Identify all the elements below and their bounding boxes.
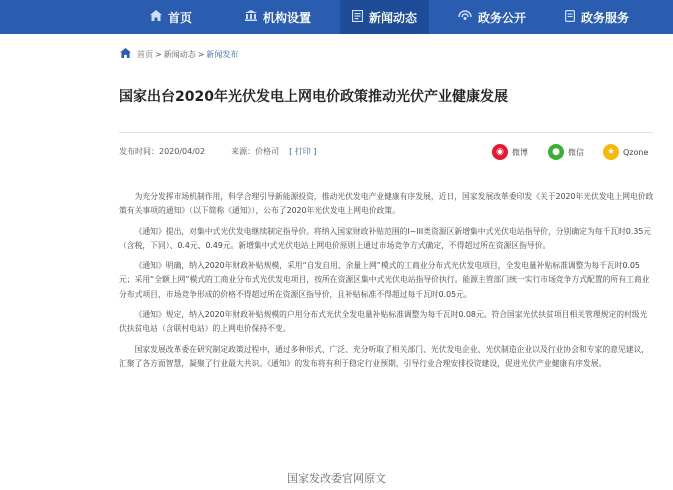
home-icon bbox=[150, 10, 162, 24]
nav-home-label: 首页 bbox=[168, 10, 193, 25]
article-paragraph: 《通知》提出，对集中式光伏发电继续制定指导价。将纳入国家财政补贴范围的I~III类资源区新增集中式光伏电站指导价，分别确定为每千瓦时0.35元（含税，下同）、0.4元、0.49元。新增集中式光伏电站上网电价原则上通过市场竞争方式确定，不得超过所在资源区指导价。 bbox=[119, 226, 652, 250]
share-qzone[interactable] bbox=[603, 144, 648, 160]
breadcrumb-home[interactable]: 首页 bbox=[137, 49, 153, 59]
article-paragraph: 国家发展改革委在研究制定政策过程中，通过多种形式、广泛、充分听取了相关部门、光伏发电企业、光伏制造企业以及行业协会和专家的意见建议，汇聚了各方面智慧，凝聚了行业最大共识。《通知》的发布将有利于稳定行业预期，引导行业合理安排投资建设，促进光伏产业健康有序发展。 bbox=[119, 344, 650, 368]
weibo-icon: ◉ bbox=[492, 144, 508, 160]
breadcrumb-separator: > bbox=[155, 49, 162, 59]
home-icon[interactable] bbox=[120, 48, 131, 60]
breadcrumb-news[interactable]: 新闻动态 bbox=[163, 49, 196, 59]
nav-services[interactable] bbox=[565, 0, 629, 34]
publish-time: 2020/04/02 bbox=[159, 147, 206, 156]
print-button[interactable]: [ 打印 ] bbox=[289, 147, 317, 156]
nav-organization[interactable] bbox=[245, 0, 311, 34]
nav-organization-label: 机构设置 bbox=[263, 10, 312, 25]
publish-time-label: 发布时间： bbox=[119, 147, 159, 156]
nav-public-affairs-label: 政务公开 bbox=[478, 10, 527, 25]
breadcrumb-current: 新闻发布 bbox=[206, 49, 239, 59]
title-divider bbox=[119, 132, 653, 133]
share-weibo-label: 微博 bbox=[512, 147, 528, 157]
nav-services-label: 政务服务 bbox=[581, 10, 630, 25]
document-icon bbox=[565, 10, 575, 25]
article-paragraph: 为充分发挥市场机制作用，科学合理引导新能源投资，推动光伏发电产业健康有序发展，近日，国家发展改革委印发《关于2020年光伏发电上网电价政策有关事项的通知》（以下简称《通知》），公布了2020年光伏发电上网电价政策。 bbox=[119, 192, 654, 216]
news-icon bbox=[352, 10, 363, 25]
broadcast-icon bbox=[458, 10, 472, 24]
nav-news[interactable] bbox=[340, 0, 429, 34]
wechat-icon: ● bbox=[548, 144, 564, 160]
image-caption: 国家发改委官网原文 bbox=[287, 472, 386, 485]
article-paragraph: 《通知》明确，纳入2020年财政补贴规模，采用“自发自用、余量上网”模式的工商业分布式光伏发电项目，全发电量补贴标准调整为每千瓦时0.05元；采用“全额上网”模式的工商业分布式光伏发电项目，按所在资源区集中式光伏电站指导价执行。能源主管部门统一实行市场竞争方式配置的所有工商业分布式项目，市场竞争形成的价格不得超过所在资源区指导价，且补贴标准不得超过每千瓦时0.05元。 bbox=[119, 261, 650, 299]
qzone-icon: ★ bbox=[603, 144, 619, 160]
article-meta bbox=[119, 146, 316, 157]
article-paragraph: 《通知》规定，纳入2020年财政补贴规模的户用分布式光伏全发电量补贴标准调整为每千瓦时0.08元。符合国家光伏扶贫项目相关管理规定的村级光伏扶贫电站（含联村电站）的上网电价保持不变。 bbox=[119, 310, 648, 334]
source-value: 价格司 bbox=[255, 147, 280, 156]
building-icon bbox=[245, 10, 257, 24]
share-wechat-label: 微信 bbox=[568, 147, 584, 157]
nav-home[interactable] bbox=[150, 0, 192, 34]
share-qzone-label: Qzone bbox=[623, 147, 649, 157]
page-title: 国家出台2020年光伏发电上网电价政策推动光伏产业健康发展 bbox=[119, 89, 508, 105]
breadcrumb-separator: > bbox=[197, 49, 205, 59]
share-weibo[interactable] bbox=[492, 144, 528, 160]
top-navbar bbox=[0, 0, 673, 34]
nav-public-affairs[interactable] bbox=[458, 0, 526, 34]
share-wechat[interactable] bbox=[548, 144, 584, 160]
source-label: 来源： bbox=[231, 147, 256, 156]
breadcrumb bbox=[120, 48, 238, 60]
nav-news-label: 新闻动态 bbox=[369, 10, 418, 25]
article-body bbox=[119, 190, 655, 377]
